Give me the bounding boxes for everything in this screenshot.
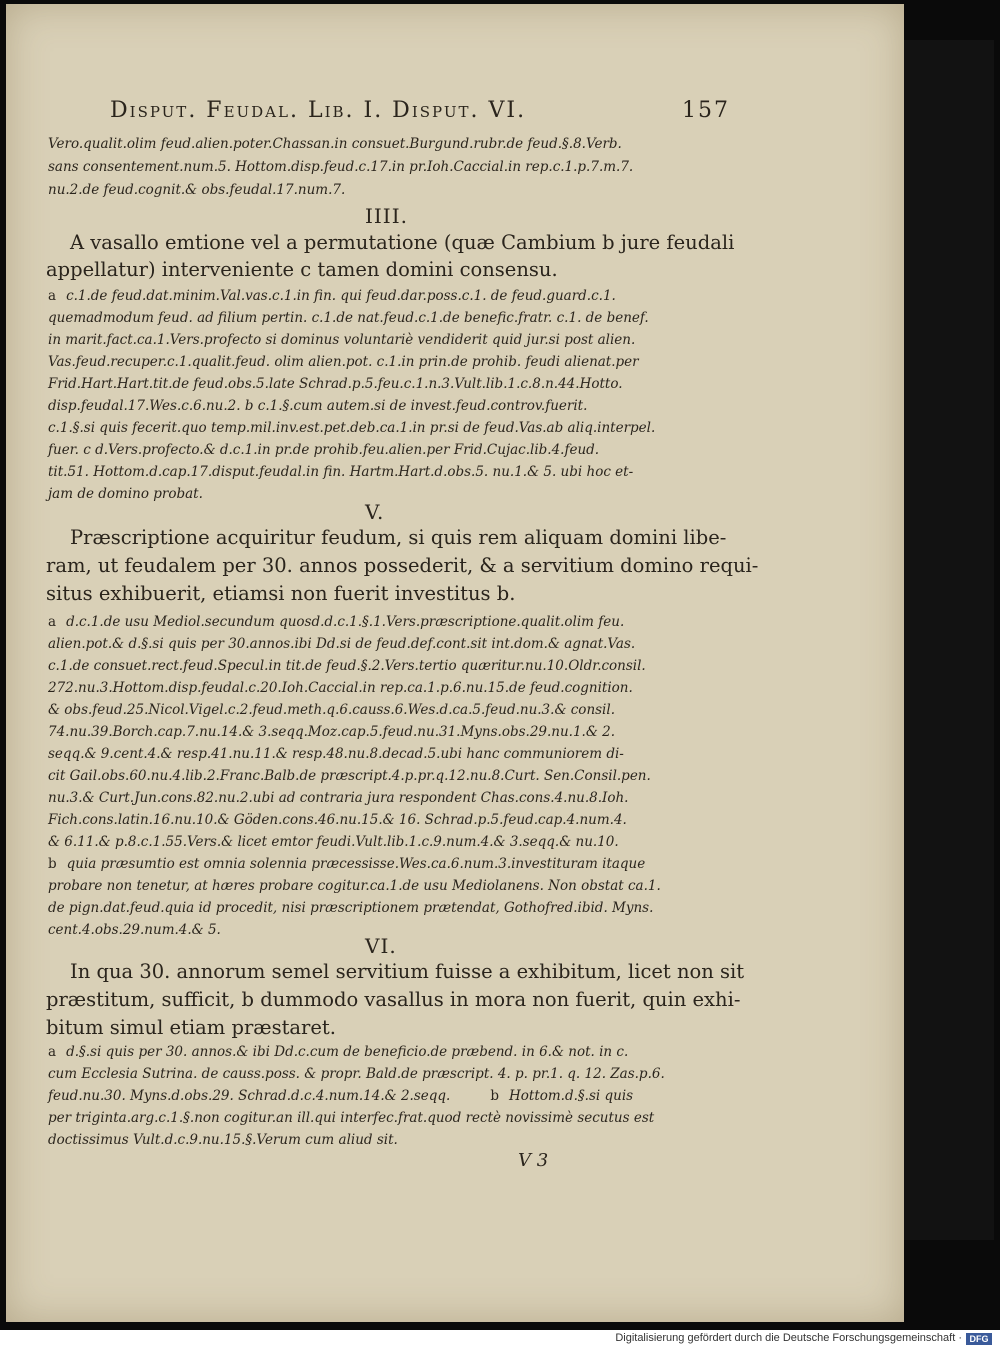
note-line: per triginta.arg.c.1.§.non cogitur.an ill.qui interfec.frat.quod rectè novissimè secutus est — [48, 1110, 655, 1126]
note-marker: b — [490, 1088, 499, 1104]
dfg-logo-icon: DFG — [966, 1333, 992, 1345]
note-marker: a — [48, 1044, 57, 1060]
section-text-line: præstitum, sufficit, b dummodo vasallus in mora non fuerit, quin exhi- — [46, 988, 741, 1011]
note-text: d.§.si quis per 30. annos.& ibi Dd.c.cum de beneficio.de præbend. in 6.& not. in c. — [66, 1044, 629, 1060]
note-line: cent.4.obs.29.num.4.& 5. — [48, 922, 221, 938]
note-line: doctissimus Vult.d.c.9.nu.15.§.Verum cum aliud sit. — [48, 1132, 398, 1148]
note-line: 74.nu.39.Borch.cap.7.nu.14.& 3.seqq.Moz.cap.5.feud.nu.31.Myns.obs.29.nu.1.& 2. — [48, 724, 616, 740]
footer-bar — [0, 1330, 1000, 1349]
running-title: Disput. Feudal. Lib. I. Disput. VI. — [110, 98, 527, 123]
note-line: in marit.fact.ca.1.Vers.profecto si dominus voluntariè vendiderit quid jur.si post alien. — [48, 332, 636, 348]
running-head — [110, 98, 730, 123]
note-line: alien.pot.& d.§.si quis per 30.annos.ibi Dd.si de feud.def.cont.sit int.dom.& agnat.Vas. — [48, 636, 636, 652]
note-line: quemadmodum feud. ad filium pertin. c.1.de nat.feud.c.1.de benefic.fratr. c.1. de benef. — [48, 310, 649, 326]
note-marker: a — [48, 614, 57, 630]
scan-edge — [904, 40, 994, 1240]
note-line — [48, 856, 645, 872]
note-line — [48, 1088, 633, 1104]
note-text: feud.nu.30. Myns.d.obs.29. Schrad.d.c.4.num.14.& 2.seqq. — [48, 1088, 451, 1104]
note-line: c.1.§.si quis fecerit.quo temp.mil.inv.est.pet.deb.ca.1.in pr.si de feud.Vas.ab aliq.interpel. — [48, 420, 656, 436]
note-line: Fich.cons.latin.16.nu.10.& Göden.cons.46.nu.15.& 16. Schrad.p.5.feud.cap.4.num.4. — [48, 812, 627, 828]
note-line: sans consentement.num.5. Hottom.disp.feud.c.17.in pr.Ioh.Caccial.in rep.c.1.p.7.m.7. — [48, 159, 634, 175]
note-line: cum Ecclesia Sutrina. de causs.poss. & propr. Bald.de præscript. 4. p. pr.1. q. 12. Zas.p.6. — [48, 1066, 665, 1082]
section-numeral: V. — [365, 500, 385, 524]
section-text-line: ram, ut feudalem per 30. annos possederit, & a servitium domino requi- — [46, 554, 759, 577]
section-numeral: VI. — [365, 934, 397, 958]
note-line: seqq.& 9.cent.4.& resp.41.nu.11.& resp.48.nu.8.decad.5.ubi hanc communiorem di- — [48, 746, 624, 762]
note-line: de pign.dat.feud.quia id procedit, nisi præscriptionem prætendat, Gothofred.ibid. Myns. — [48, 900, 654, 916]
section-text-line: appellatur) interveniente c tamen domini consensu. — [46, 258, 558, 281]
note-text: d.c.1.de usu Mediol.secundum quosd.d.c.1.§.1.Vers.præscriptione.qualit.olim feu. — [66, 614, 625, 630]
note-line — [48, 288, 616, 304]
note-text: c.1.de feud.dat.minim.Val.vas.c.1.in fin. qui feud.dar.poss.c.1. de feud.guard.c.1. — [66, 288, 616, 304]
note-line: probare non tenetur, at hæres probare cogitur.ca.1.de usu Mediolanens. Non obstat ca.1. — [48, 878, 661, 894]
note-line: nu.2.de feud.cognit.& obs.feudal.17.num.7. — [48, 182, 346, 198]
note-text: Hottom.d.§.si quis — [509, 1088, 634, 1104]
page-number: 157 — [682, 98, 730, 123]
note-text: quia præsumtio est omnia solennia præcessisse.Wes.ca.6.num.3.investituram itaque — [66, 856, 646, 872]
note-line: & obs.feud.25.Nicol.Vigel.c.2.feud.meth.q.6.causs.6.Wes.d.ca.5.feud.nu.3.& consil. — [48, 702, 615, 718]
note-line — [48, 1044, 628, 1060]
note-line: fuer. c d.Vers.profecto.& d.c.1.in pr.de prohib.feu.alien.per Frid.Cujac.lib.4.feud. — [48, 442, 600, 458]
signature-mark: V 3 — [518, 1150, 549, 1171]
note-line: jam de domino probat. — [48, 486, 203, 502]
note-line: c.1.de consuet.rect.feud.Specul.in tit.de feud.§.2.Vers.tertio quæritur.nu.10.Oldr.consil. — [48, 658, 646, 674]
note-marker: b — [48, 856, 57, 872]
section-text-line: Præscriptione acquiritur feudum, si quis rem aliquam domini libe- — [70, 526, 727, 549]
note-marker: a — [48, 288, 57, 304]
section-text-line: situs exhibuerit, etiamsi non fuerit investitus b. — [46, 582, 516, 605]
note-line: nu.3.& Curt.Jun.cons.82.nu.2.ubi ad contraria jura respondent Chas.cons.4.nu.8.Ioh. — [48, 790, 629, 806]
section-numeral: IIII. — [365, 204, 408, 228]
note-line: & 6.11.& p.8.c.1.55.Vers.& licet emtor feudi.Vult.lib.1.c.9.num.4.& 3.seqq.& nu.10. — [48, 834, 619, 850]
note-line — [48, 614, 624, 630]
note-line: disp.feudal.17.Wes.c.6.nu.2. b c.1.§.cum autem.si de invest.feud.controv.fuerit. — [48, 398, 588, 414]
section-text-line: bitum simul etiam præstaret. — [46, 1016, 336, 1039]
note-line: Vas.feud.recuper.c.1.qualit.feud. olim alien.pot. c.1.in prin.de prohib. feudi alienat.per — [48, 354, 639, 370]
note-line: tit.51. Hottom.d.cap.17.disput.feudal.in fin. Hartm.Hart.d.obs.5. nu.1.& 5. ubi hoc et- — [48, 464, 634, 480]
section-text-line: A vasallo emtione vel a permutatione (quæ Cambium b jure feudali — [70, 231, 735, 254]
footer-credit: Digitalisierung gefördert durch die Deutsche Forschungsgemeinschaft · — [615, 1332, 962, 1344]
note-line: cit Gail.obs.60.nu.4.lib.2.Franc.Balb.de præscript.4.p.pr.q.12.nu.8.Curt. Sen.Consil.pen. — [48, 768, 651, 784]
note-line: Frid.Hart.Hart.tit.de feud.obs.5.late Schrad.p.5.feu.c.1.n.3.Vult.lib.1.c.8.n.44.Hotto. — [48, 376, 623, 392]
note-line: Vero.qualit.olim feud.alien.poter.Chassan.in consuet.Burgund.rubr.de feud.§.8.Verb. — [48, 136, 622, 152]
section-text-line: In qua 30. annorum semel servitium fuisse a exhibitum, licet non sit — [70, 960, 745, 983]
note-line: 272.nu.3.Hottom.disp.feudal.c.20.Ioh.Caccial.in rep.ca.1.p.6.nu.15.de feud.cognition. — [48, 680, 633, 696]
